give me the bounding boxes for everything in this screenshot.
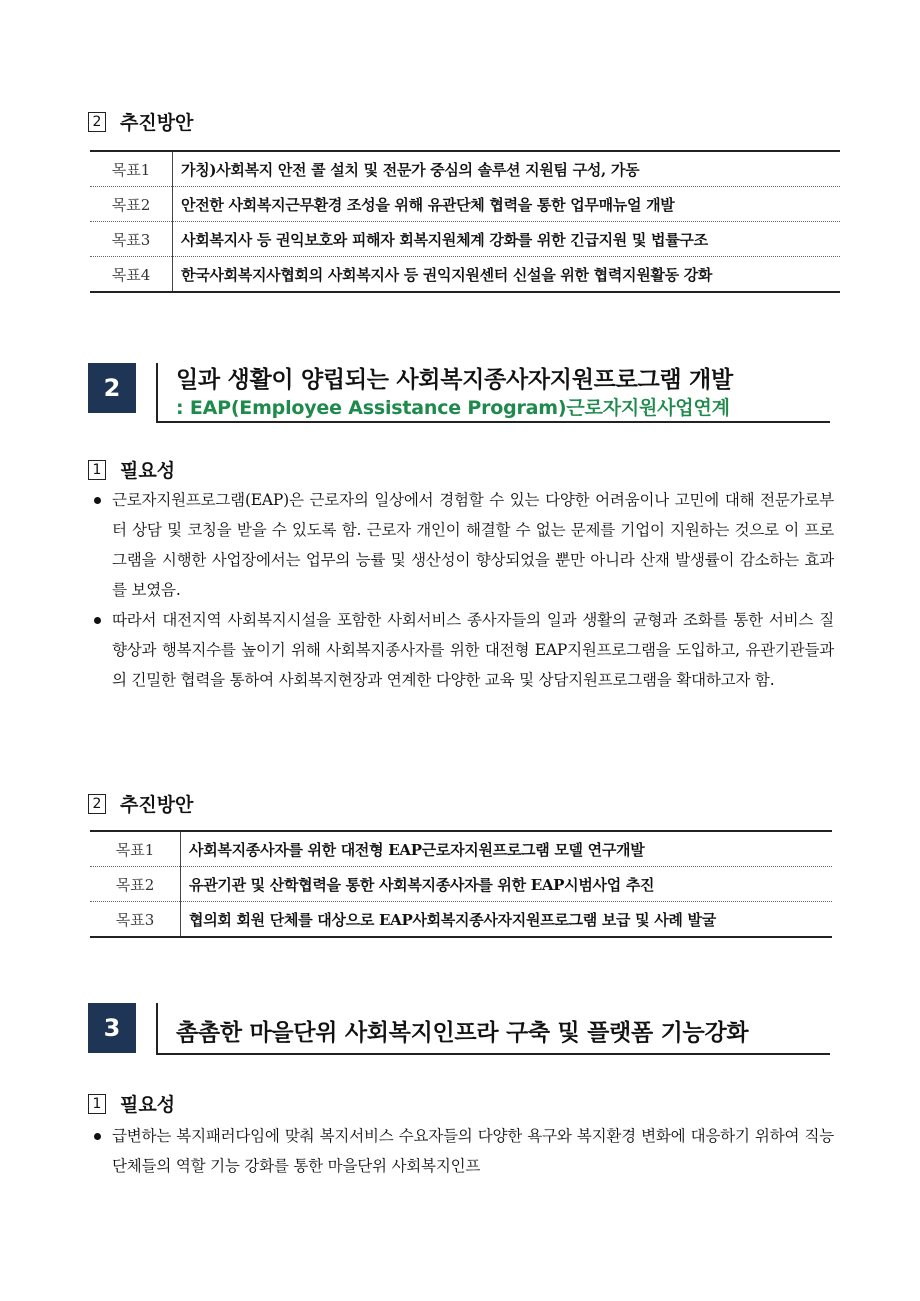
heading-text: 필요성 bbox=[120, 1094, 176, 1116]
bullet-dot-icon bbox=[94, 497, 101, 504]
table-row bbox=[90, 257, 840, 293]
need-bullets-section-2 bbox=[92, 485, 834, 695]
section-underline bbox=[156, 1053, 830, 1055]
section-2-title bbox=[88, 363, 833, 425]
section-title-text: 일과 생활이 양립되는 사회복지종사자지원프로그램 개발 bbox=[176, 367, 733, 393]
section-3-title bbox=[88, 1003, 833, 1055]
heading-number-box: 2 bbox=[88, 794, 106, 814]
table-row bbox=[90, 902, 832, 938]
goal-label: 목표1 bbox=[90, 831, 181, 867]
goal-text: 협의회 회원 단체를 대상으로 EAP사회복지종사자지원프로그램 보급 및 사례 발굴 bbox=[189, 910, 716, 929]
goals-table-section-2 bbox=[90, 830, 832, 938]
goal-text: 사회복지사 등 권익보호와 피해자 회복지원체계 강화를 위한 긴급지원 및 법률구조 bbox=[173, 222, 841, 257]
section-number-box: 3 bbox=[88, 1003, 136, 1053]
bullet-text: 근로자지원프로그램(EAP)은 근로자의 일상에서 경험할 수 있는 다양한 어려움이나 고민에 대해 전문가로부터 상담 및 코칭을 받을 수 있도록 함. 근로자 개인이 해결할 수 없는 문제를 기업이 지원하는 것으로 이 프로그램을 시행한 사업장에서는 업무의 능률 및 생산성이 향상되었을 뿐만 아니라 산재 발생률이 감소하는 효과를 보였음. bbox=[112, 491, 834, 599]
bullet-text: 급변하는 복지패러다임에 맞춰 복지서비스 수요자들의 다양한 욕구와 복지환경 변화에 대응하기 위하여 직능단체들의 역할 기능 강화를 통한 마을단위 사회복지인프 bbox=[112, 1127, 834, 1175]
section-divider bbox=[156, 363, 158, 423]
bullet-dot-icon bbox=[94, 1133, 101, 1140]
goal-text: 사회복지종사자를 위한 대전형 EAP근로자지원프로그램 모델 연구개발 bbox=[181, 831, 833, 867]
goal-label: 목표2 bbox=[90, 867, 181, 902]
heading-text: 추진방안 bbox=[120, 794, 194, 816]
heading-number-box: 1 bbox=[88, 1094, 106, 1114]
goal-text: 한국사회복지사협회의 사회복지사 등 권익지원센터 신설을 위한 협력지원활동 강화 bbox=[181, 265, 713, 284]
section-underline bbox=[156, 421, 830, 423]
goal-text: 유관기관 및 산학협력을 통한 사회복지종사자를 위한 EAP시범사업 추진 bbox=[181, 867, 833, 902]
need-heading-section-2 bbox=[88, 456, 175, 483]
goal-label: 목표1 bbox=[90, 151, 173, 187]
heading-text: 추진방안 bbox=[120, 112, 194, 134]
goals-table-top bbox=[90, 150, 840, 293]
bullet-text: 따라서 대전지역 사회복지시설을 포함한 사회서비스 종사자들의 일과 생활의 균형과 조화를 통한 서비스 질 향상과 행복지수를 높이기 위해 사회복지종사자를 위한 대전형 EAP지원프로그램을 도입하고, 유관기관들과의 긴밀한 협력을 통하여 사회복지현장과 연계한 다양한 교육 및 상담지원프로그램을 확대하고자 함. bbox=[112, 611, 834, 689]
list-item bbox=[92, 485, 834, 605]
goal-text: 가칭)사회복지 안전 콜 설치 및 전문가 중심의 솔루션 지원팀 구성, 가동 bbox=[173, 151, 841, 187]
need-bullets-section-3 bbox=[92, 1121, 834, 1181]
section-title-text: 촘촘한 마을단위 사회복지인프라 구축 및 플랫폼 기능강화 bbox=[176, 1020, 749, 1046]
list-item bbox=[92, 1121, 834, 1181]
heading-text: 필요성 bbox=[120, 460, 176, 482]
plan-heading-top bbox=[88, 108, 193, 135]
goal-label: 목표4 bbox=[90, 257, 173, 293]
heading-number-box: 2 bbox=[88, 112, 106, 132]
list-item bbox=[92, 605, 834, 695]
table-row bbox=[90, 867, 832, 902]
goal-label: 목표3 bbox=[90, 222, 173, 257]
section-subtitle-text: : EAP(Employee Assistance Program)근로자지원사업연계 bbox=[176, 397, 730, 419]
goal-label: 목표3 bbox=[90, 902, 181, 938]
goal-label: 목표2 bbox=[90, 187, 173, 222]
goal-text: 안전한 사회복지근무환경 조성을 위해 유관단체 협력을 통한 업무매뉴얼 개발 bbox=[173, 187, 841, 222]
table-row bbox=[90, 151, 840, 187]
need-heading-section-3 bbox=[88, 1090, 175, 1117]
heading-number-box: 1 bbox=[88, 460, 106, 480]
plan-heading-section-2 bbox=[88, 790, 193, 817]
table-row bbox=[90, 222, 840, 257]
section-number-box: 2 bbox=[88, 363, 136, 413]
table-row bbox=[90, 187, 840, 222]
table-row bbox=[90, 831, 832, 867]
section-divider bbox=[156, 1003, 158, 1055]
bullet-dot-icon bbox=[94, 617, 101, 624]
